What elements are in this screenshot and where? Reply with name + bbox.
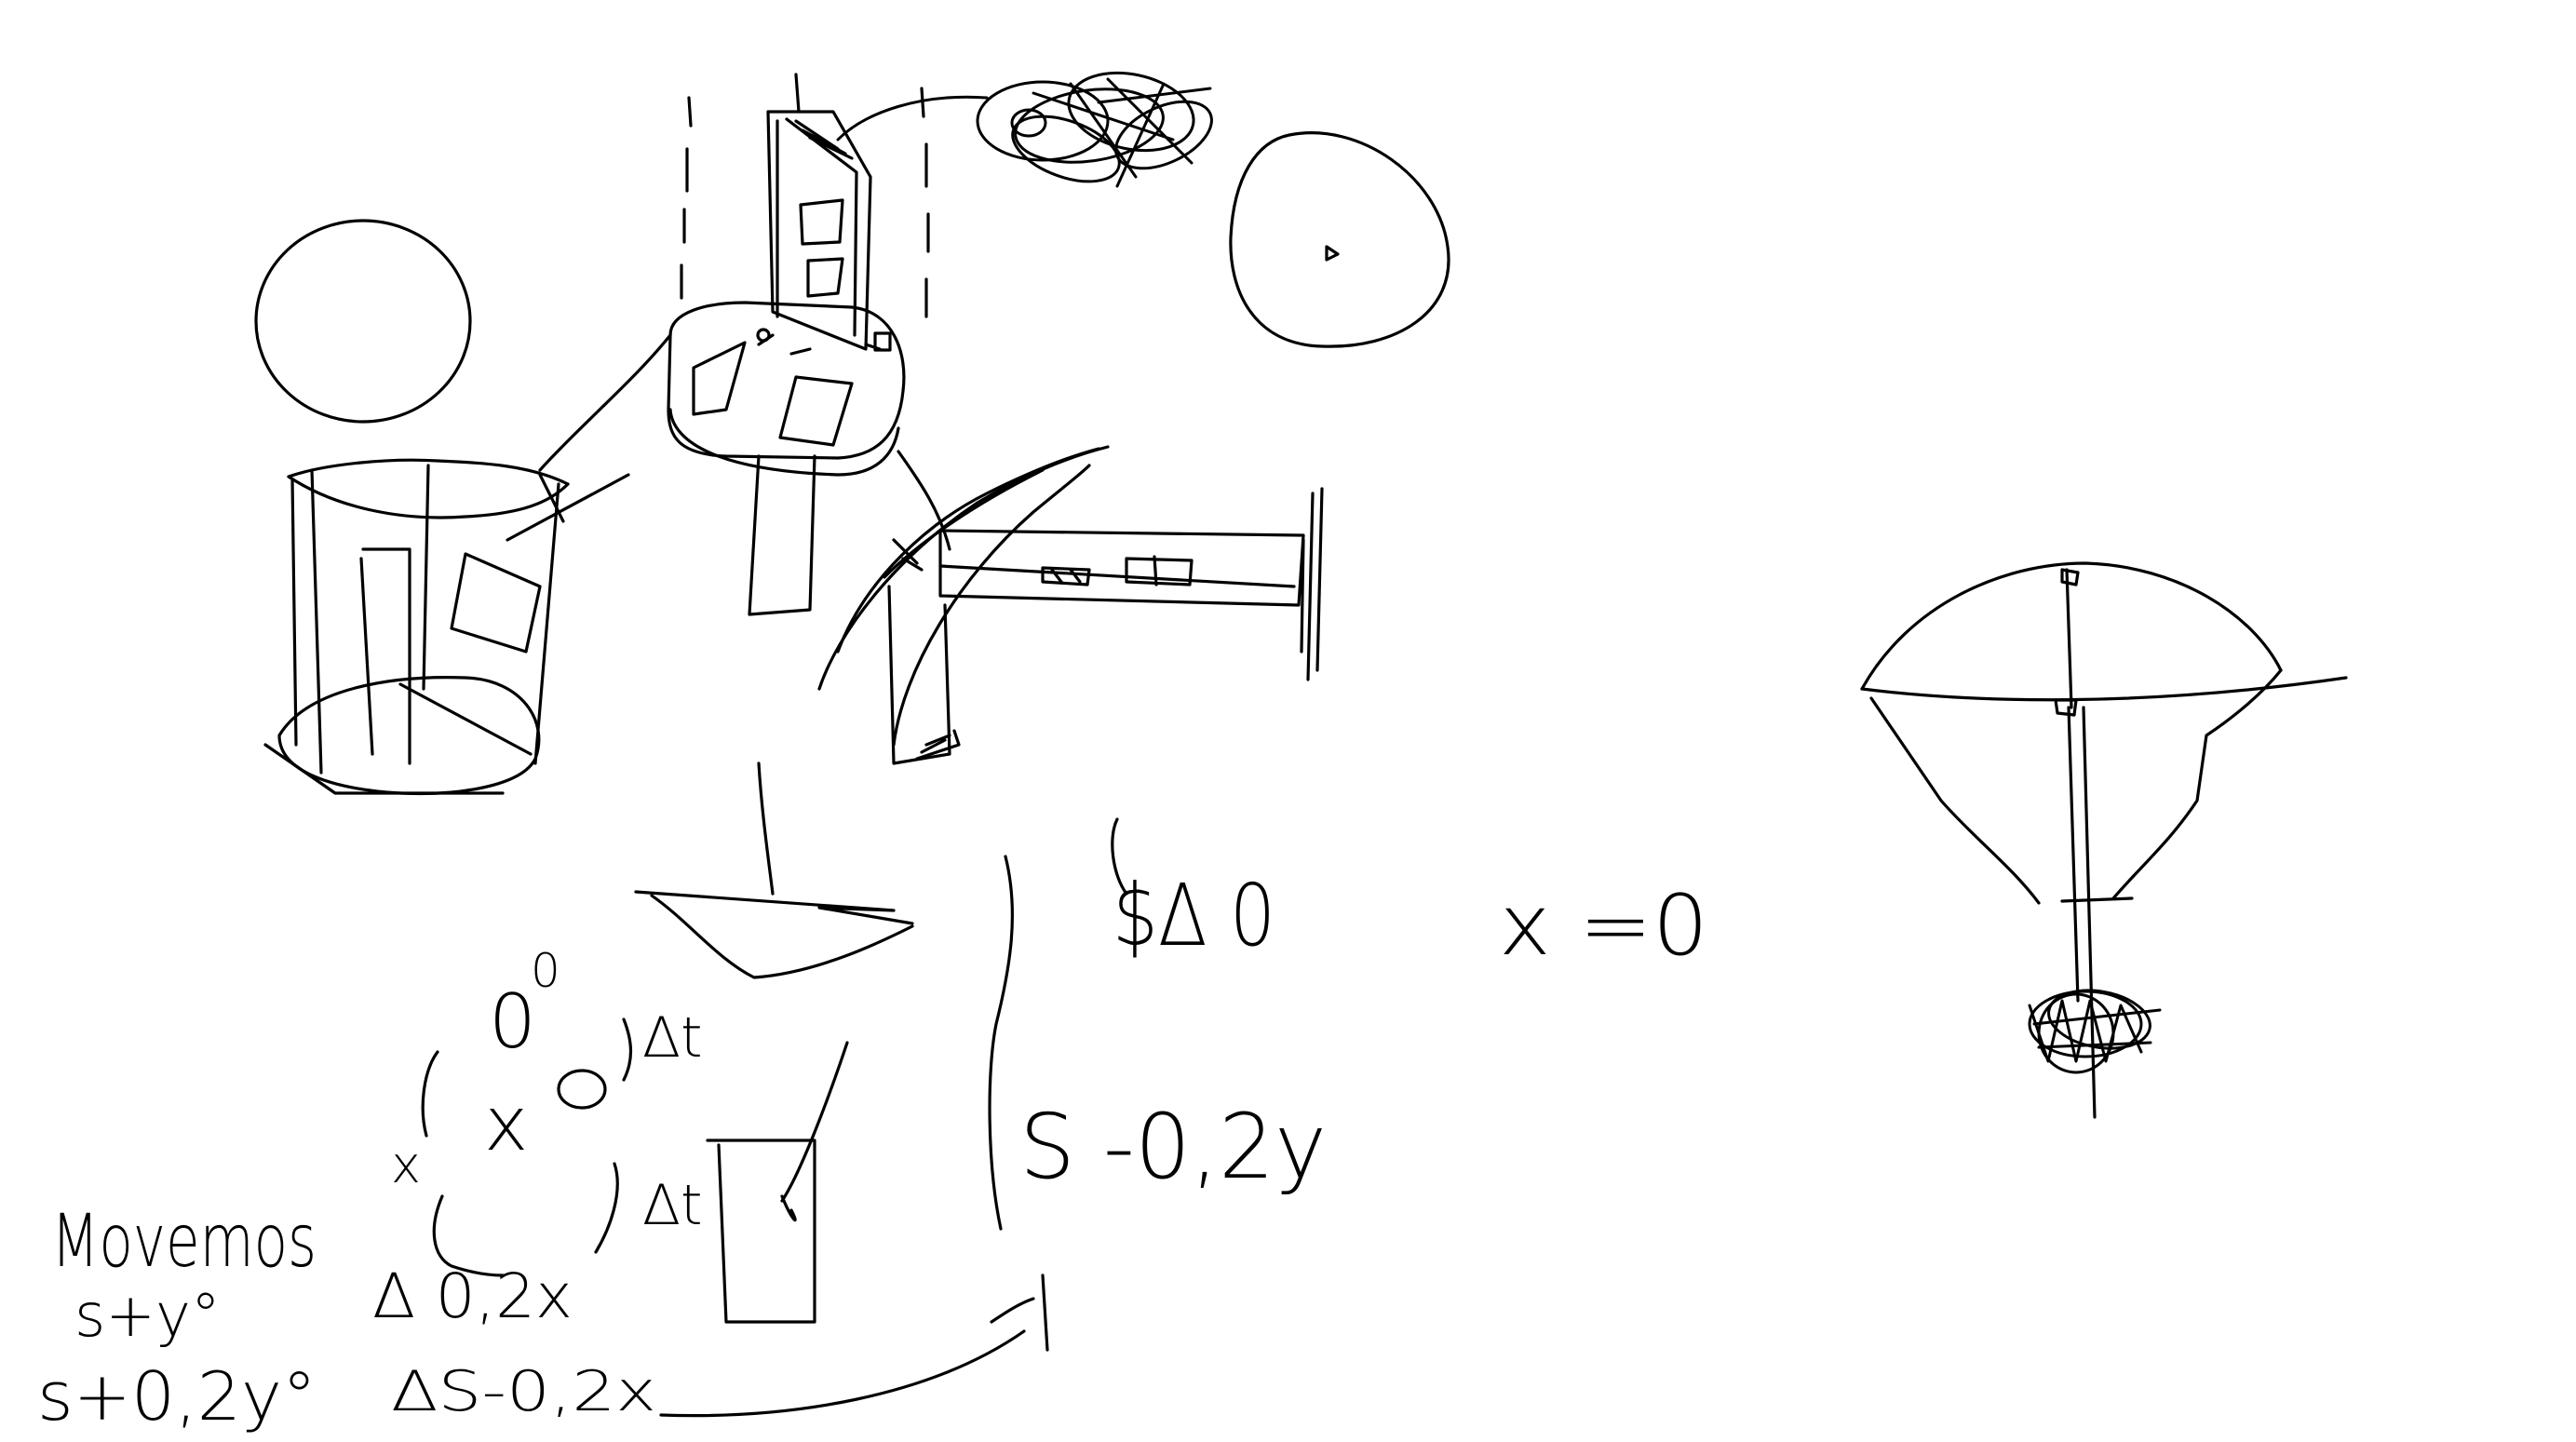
cylinder-sketch — [265, 460, 628, 793]
label-s-delta-0: $Δ 0 — [1113, 866, 1275, 965]
label-s-minus-02y: S -0,2y — [1019, 1095, 1327, 1199]
label-movemos: Movemos — [51, 1200, 317, 1284]
label-x-curly: x — [484, 1081, 529, 1167]
label-x-small: x — [391, 1136, 421, 1194]
parachute-sketch — [1862, 563, 2346, 1117]
right-egg-dot — [1327, 247, 1338, 260]
label-s-y0: s+y° — [74, 1282, 221, 1351]
label-zero-small: 0 — [531, 944, 560, 998]
label-s-02y0: s+0,2y° — [37, 1357, 317, 1435]
label-zero-circle-top: 0 — [489, 978, 536, 1065]
small-circle-mid — [559, 1071, 605, 1108]
label-delta-t-bottom: Δt — [642, 1173, 703, 1238]
arm-sketch — [819, 447, 1322, 763]
label-x-eq-0: x =0 — [1499, 877, 1708, 975]
label-delta-t-top: Δt — [642, 1005, 703, 1071]
left-circle-sketch — [256, 221, 470, 422]
right-egg-sketch — [1231, 133, 1449, 346]
label-delta-02x: Δ 0,2x — [372, 1260, 573, 1332]
top-scribble — [838, 62, 1222, 195]
central-device-sketch — [668, 74, 928, 614]
label-delta-s-02x: ΔS-0,2x — [391, 1359, 656, 1424]
connector-line-left — [540, 335, 670, 470]
